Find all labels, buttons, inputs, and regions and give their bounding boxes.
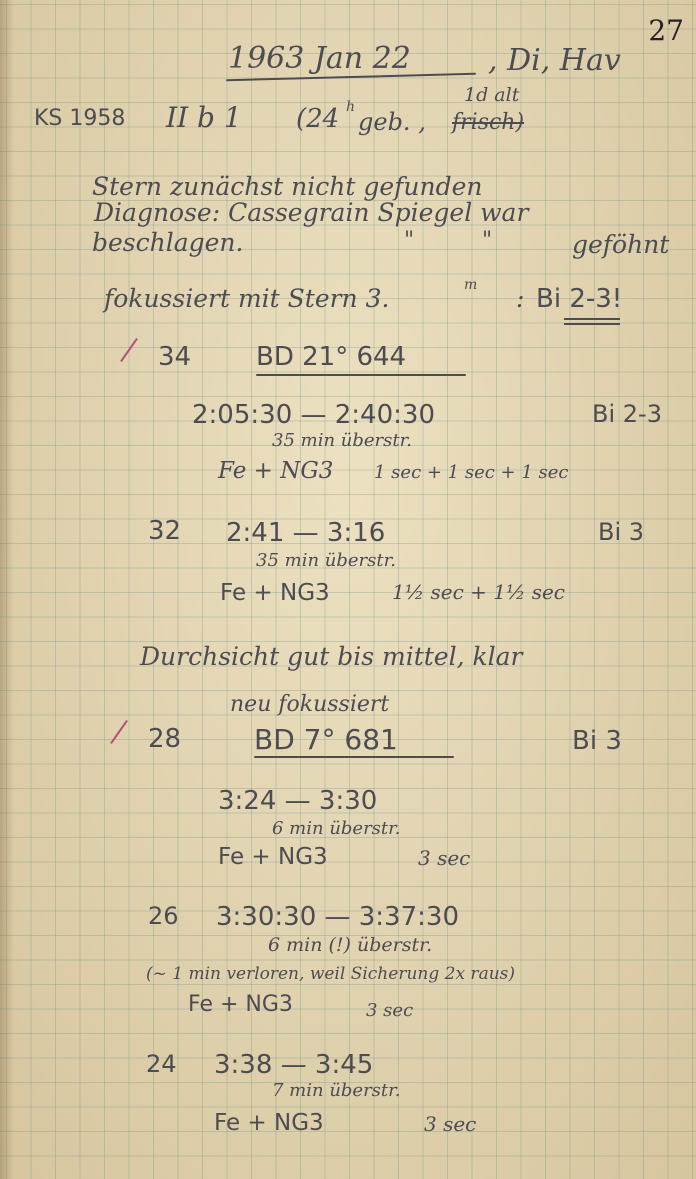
header-series: KS 1958 [34,106,126,131]
header-emulsion-rest: geb. , [358,108,426,136]
entry-seeing: Bi 2-3 [592,400,662,428]
entry-plate-no: 32 [148,516,182,546]
page-edge-shadow [0,0,14,1179]
entry-comparison: Fe + NG3 [218,844,328,870]
note-ditto-2: " [482,228,493,253]
note-fogged: beschlagen. [92,228,244,257]
focus-separator: : [516,284,525,313]
focus-seeing-underline [564,318,620,325]
focus-mag-sup: m [464,277,478,293]
header-emulsion-sup: h [346,99,356,115]
entry-exposure: 7 min überstr. [272,1080,401,1101]
entry-exposure: 35 min überstr. [272,430,412,451]
entry-time: 2:05:30 — 2:40:30 [192,400,435,430]
header-plate: II b 1 [166,101,242,134]
header-emulsion-open: (24 [296,104,340,134]
check-mark [110,720,128,744]
entry-time: 3:38 — 3:45 [214,1050,374,1080]
entry-time: 2:41 — 3:16 [226,518,386,548]
entry-star: BD 21° 644 [256,342,407,372]
header-age-old: frisch) [452,110,525,135]
entry-comp-exposure: 3 sec [424,1112,477,1136]
focus-seeing: Bi 2-3! [536,284,623,314]
entry-comparison: Fe + NG3 [220,580,330,606]
page-number: 27 [648,14,684,47]
entry-seeing: Bi 3 [572,726,622,756]
header-weekday-observer: , Di, Hav [488,43,621,78]
remark-refocus: neu fokussiert [230,692,390,717]
entry-seeing: Bi 3 [598,518,645,546]
entry-exposure: 6 min (!) überstr. [268,934,433,956]
entry-star: BD 7° 681 [254,723,398,756]
entry-comp-exposure: 1½ sec + 1½ sec [392,580,566,604]
entry-comp-exposure: 3 sec [366,1000,414,1021]
entry-plate-no: 24 [146,1050,177,1078]
note-ditto-1: " [404,228,415,253]
entry-plate-no: 28 [148,724,182,754]
entry-comparison: Fe + NG3 [214,1110,324,1136]
note-star-not-found: Stern zunächst nicht gefunden [92,172,483,201]
entry-star-underline [254,756,454,758]
entry-comparison: Fe + NG3 [218,458,334,484]
check-mark [120,338,138,362]
entry-time: 3:30:30 — 3:37:30 [216,902,459,932]
remark-transparency: Durchsicht gut bis mittel, klar [140,642,523,671]
entry-exposure: 35 min überstr. [256,550,396,571]
note-diagnosis: Diagnose: Cassegrain Spiegel war [94,198,529,227]
header-age-new: 1d alt [464,84,520,106]
entry-plate-no: 26 [148,902,179,930]
entry-comp-exposure: 3 sec [418,846,471,870]
entry-plate-no: 34 [158,342,192,372]
entry-comparison: Fe + NG3 [188,992,293,1017]
focus-text: fokussiert mit Stern 3. [104,284,390,313]
entry-star-underline [256,374,466,376]
entry-exposure: 6 min überstr. [272,818,401,839]
remark-lost-time: (~ 1 min verloren, weil Sicherung 2x raus) [146,964,516,984]
header-date: 1963 Jan 22 [228,41,411,76]
note-dried: geföhnt [572,230,670,259]
entry-time: 3:24 — 3:30 [218,786,378,816]
entry-comp-exposure: 1 sec + 1 sec + 1 sec [374,462,569,483]
